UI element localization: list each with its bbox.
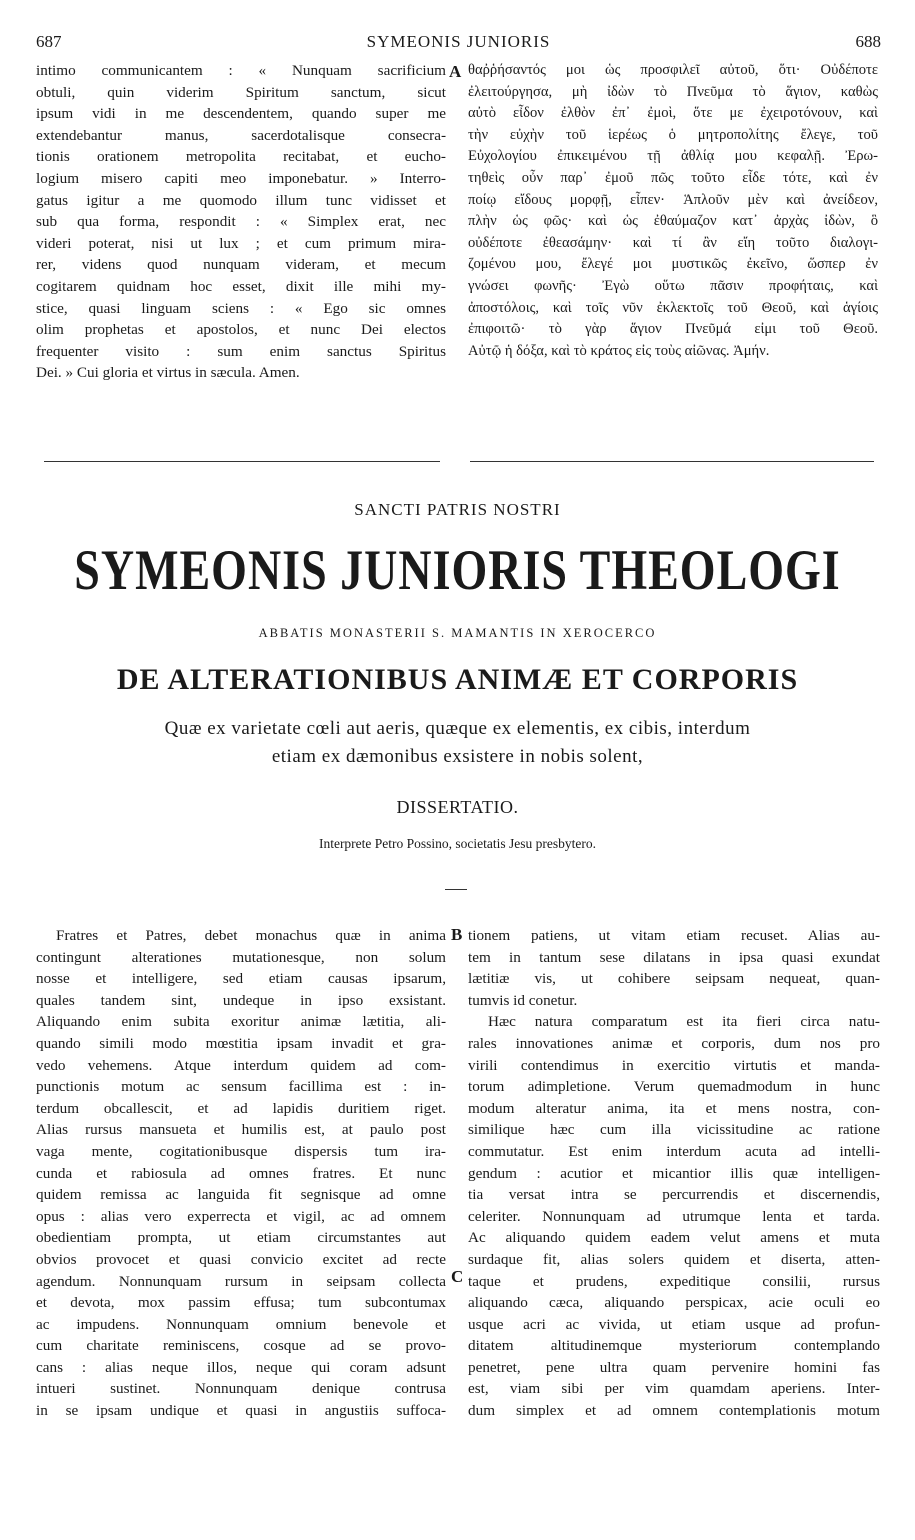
text-line: ἐπιφοιτῶ· τὸ γὰρ ἅγιον Πνεῦμά εἰμι τοῦ Θεοῦ.	[468, 321, 878, 338]
text-line: stice, quasi linguam sciens : « Ego sic omnes	[36, 299, 446, 317]
text-line: obtuli, quin viderim Spiritum sanctum, sicut	[36, 83, 446, 101]
text-line: agendum. Nonnunquam rursum in seipsam collecta	[36, 1272, 446, 1290]
page-number-right: 688	[855, 32, 881, 51]
running-title: SYMEONIS JUNIORIS	[366, 32, 551, 51]
title-heading: DE ALTERATIONIBUS ANIMÆ ET CORPORIS	[116, 663, 799, 696]
text-line: γνώσει φωνῆς· Ἐγὼ οὕτω πᾶσιν προφήταις, καὶ	[468, 277, 878, 294]
text-line: frequenter visito : sum enim sanctus Spiritus	[36, 342, 446, 360]
title-main: SYMEONIS JUNIORIS THEOLOGI	[74, 537, 841, 602]
text-line: aliquando cæca, aliquando perspicax, acie oculi eo	[468, 1294, 880, 1312]
text-line: cogitarem quidnam hoc esset, dixit ille mihi my-	[36, 277, 446, 295]
text-line: ἐλειτούργησα, μὴ ἰδὼν τὸ Πνεῦμα τὸ ἅγιον, καθὼς	[468, 83, 878, 100]
text-line: οὐδέποτε ἐθεασάμην· καὶ τί ἂν εἴη τοῦτο διαλογι-	[468, 234, 878, 251]
separator-gap	[440, 455, 470, 467]
text-line: tumvis id conetur.	[468, 991, 578, 1009]
text-line: nosse et intelligere, sed etiam causas ipsarum,	[36, 970, 446, 988]
text-line: torum adimpletione. Verum quemadmodum in hunc	[468, 1078, 880, 1096]
text-line: tia versat intra se percurrendis et discernendis,	[468, 1186, 880, 1204]
text-line: gendum : acutior et micantior illis quæ intelligen-	[468, 1164, 880, 1182]
text-line: modum alteratur anima, ita et mens nostra, con-	[468, 1099, 880, 1117]
text-line: obvios provocet et quasi convicio excitet ad recte	[36, 1250, 446, 1268]
text-line: commutatur. Est enim interdum acuta ad intelli-	[468, 1142, 880, 1160]
margin-letter-a: A	[449, 62, 462, 81]
text-line: contingunt alterationes mutationesque, non solum	[36, 948, 446, 966]
text-line: taque et prudens, expeditique consilii, rursus	[468, 1272, 880, 1290]
text-line: ditatem altitudinemque mysteriorum contemplando	[468, 1337, 880, 1355]
text-line: celeriter. Nonnunquam ad utrumque lenta et tarda.	[468, 1207, 880, 1225]
text-line: Αὐτῷ ἡ δόξα, καὶ τὸ κράτος εἰς τοὺς αἰῶνας. Ἀμήν.	[468, 342, 770, 359]
text-line: cum charitate reminiscens, cosque ad se provo-	[36, 1337, 446, 1355]
text-line: tem in tantum sese dilatans in ipsa quasi exundat	[468, 948, 880, 966]
text-line: θαῤῥήσαντός μοι ὡς προσφιλεῖ αὐτοῦ, ὅτι· Οὐδέποτε	[468, 62, 878, 78]
text-line: Hæc natura comparatum est ita fieri circa natu-	[488, 1013, 880, 1031]
text-line: πλὴν ὡς φῶς· καὶ ὡς ἐθαύμαζον κατ᾽ ἀρχὰς ἰδὼν, ὃ	[468, 213, 878, 230]
text-line: similique hæc cum illa vicissitudine ac ratione	[468, 1121, 880, 1139]
text-line: surdaque fit, alias solers quidem et diserta, atten-	[468, 1250, 880, 1268]
text-line: est, viam sibi per vim quamdam aperiens. Inter-	[468, 1380, 880, 1398]
text-line: Fratres et Patres, debet monachus quæ in anima	[56, 927, 446, 944]
text-line: punctionis motum ac sensum facillima est : in-	[36, 1078, 446, 1096]
text-line: ζομένου μου, ἔλεγέ μοι μυστικῶς ἐκεῖνο, ὥσπερ ἐν	[468, 256, 878, 273]
text-line: usque acri ac vivida, ut etiam usque ad profun-	[468, 1315, 880, 1333]
text-line: vaga mente, cogitationibusque dispersis tum ira-	[36, 1142, 446, 1160]
margin-letter-c: C	[451, 1267, 464, 1286]
text-line: opus : alias vero experrecta et vigil, ac ad omnem	[36, 1207, 446, 1225]
text-line: αὐτὸ εἶδον ἐλθὸν ἐπ᾽ ἐμοὶ, ὅτε με ἐχειροτόνουν, καὶ	[468, 105, 878, 122]
interpreter-line: Interprete Petro Possino, societatis Jesu presbytero.	[318, 836, 597, 851]
running-header	[36, 32, 881, 56]
text-line: rer, videns quod nunquam videram, et mecum	[36, 256, 446, 274]
text-line: logium misero capiti meo imponebatur. » Interro-	[36, 169, 446, 187]
text-line: terdum obcallescit, et ad lapidis duritiem riget.	[36, 1099, 446, 1117]
title-description-line-2: etiam ex dæmonibus exsistere in nobis solent,	[271, 746, 644, 767]
text-line: ipsum vidi in me descendentem, quando super me	[36, 105, 446, 123]
body-right-column	[468, 925, 880, 1422]
text-line: quales tandem sint, undeque in ipso exsistant.	[36, 991, 446, 1009]
title-description	[0, 715, 915, 771]
title-sub: ABBATIS MONASTERII S. MAMANTIS IN XEROCERCO	[258, 626, 657, 640]
title-description-line-1: Quæ ex varietate cœli aut aeris, quæque ex elementis, ex cibis, interdum	[164, 718, 751, 739]
page-number-left: 687	[36, 32, 62, 51]
text-line: tionem patiens, ut vitam etiam recuset. Alias au-	[468, 927, 880, 944]
text-line: obedientiam prompta, ut etiam circumstantes aut	[36, 1229, 446, 1247]
text-line: extendebantur manus, sacerdotalisque consecra-	[36, 126, 446, 144]
text-line: intimo communicantem : « Nunquam sacrificium	[36, 62, 446, 79]
text-line: gatus igitur a me quomodo illum tunc vidisset et	[36, 191, 446, 209]
greek-column-top	[468, 60, 878, 362]
text-line: virili contendimus in exercitio virtutis et manda-	[468, 1056, 880, 1074]
text-line: Ac aliquando quidem eadem velut amens et muta	[468, 1229, 880, 1247]
text-line: cunda et rabiosula ad omnes fratres. Et nunc	[36, 1164, 446, 1182]
title-pre: SANCTI PATRIS NOSTRI	[354, 500, 561, 519]
text-line: τηθεὶς οὖν παρ᾽ ἐμοῦ πῶς τοῦτο εἶδε τότε, καὶ ἐν	[468, 169, 878, 186]
text-line: in se ipsam undique et quasi in angustiis suffoca-	[36, 1402, 446, 1420]
text-line: ἀποστόλοις, καὶ τοῖς νῦν ἐκλεκτοῖς τοῦ Θεοῦ, καὶ ἁγίοις	[468, 299, 878, 316]
text-line: cans : alias neque illos, neque qui coram adsunt	[36, 1358, 446, 1376]
text-line: dum simplex et ad omnem contemplationis motum	[468, 1402, 880, 1420]
text-line: τὴν εὐχὴν τοῦ ἱερέως ὁ μητροπολίτης ἔλεγε, τοῦ	[468, 126, 878, 143]
text-line: Alias rursus mansueta et humilis est, at paulo post	[36, 1121, 446, 1139]
text-line: intueri sustinet. Nonnunquam denique contrusa	[36, 1380, 446, 1398]
text-line: sub qua forma, respondit : « Simplex erat, nec	[36, 213, 446, 231]
text-line: quidem remissa ac languida fit segnisque ad omne	[36, 1186, 446, 1204]
text-line: penetret, pene ultra quam pervenire homini fas	[468, 1358, 880, 1376]
text-line: et devota, mox passim effusa; tum subcontumax	[36, 1294, 446, 1312]
text-line: Aliquando enim subita exoritur animæ lætitia, ali-	[36, 1013, 446, 1031]
text-line: Εὐχολογίου ἐπικειμένου τῇ ἀθλίᾳ μου κεφαλῇ. Ἐρω-	[468, 148, 878, 165]
text-line: Dei. » Cui gloria et virtus in sæcula. Amen.	[36, 364, 300, 382]
text-line: ποίῳ εἴδους μορφῇ, εἶπεν· Ἁπλοῦν μὲν καὶ ἀνείδεον,	[468, 191, 878, 208]
text-line: ac impudens. Nonnunquam omnium benevole et	[36, 1315, 446, 1333]
text-line: rales innovationes animæ et corporis, dum nos pro	[468, 1034, 880, 1052]
text-line: videri poterat, nisi ut lux ; et cum primum mira-	[36, 234, 446, 252]
latin-column-top	[36, 60, 446, 384]
text-line: quando simili modo mœstitia ipsam invadit et gra-	[36, 1034, 446, 1052]
margin-letter-b: B	[451, 925, 463, 944]
text-line: olim prophetas et apostolos, et nunc Dei electos	[36, 321, 446, 339]
short-rule	[445, 889, 467, 890]
dissertatio-label: DISSERTATIO.	[396, 797, 519, 817]
body-left-column	[36, 925, 446, 1422]
text-line: tionis orationem metropolita recitabat, et eucho-	[36, 148, 446, 166]
text-line: lætitiæ vis, ut cohibere seipsam nequeat, quan-	[468, 970, 880, 988]
text-line: vedo vehemens. Atque interdum quidem ad com-	[36, 1056, 446, 1074]
